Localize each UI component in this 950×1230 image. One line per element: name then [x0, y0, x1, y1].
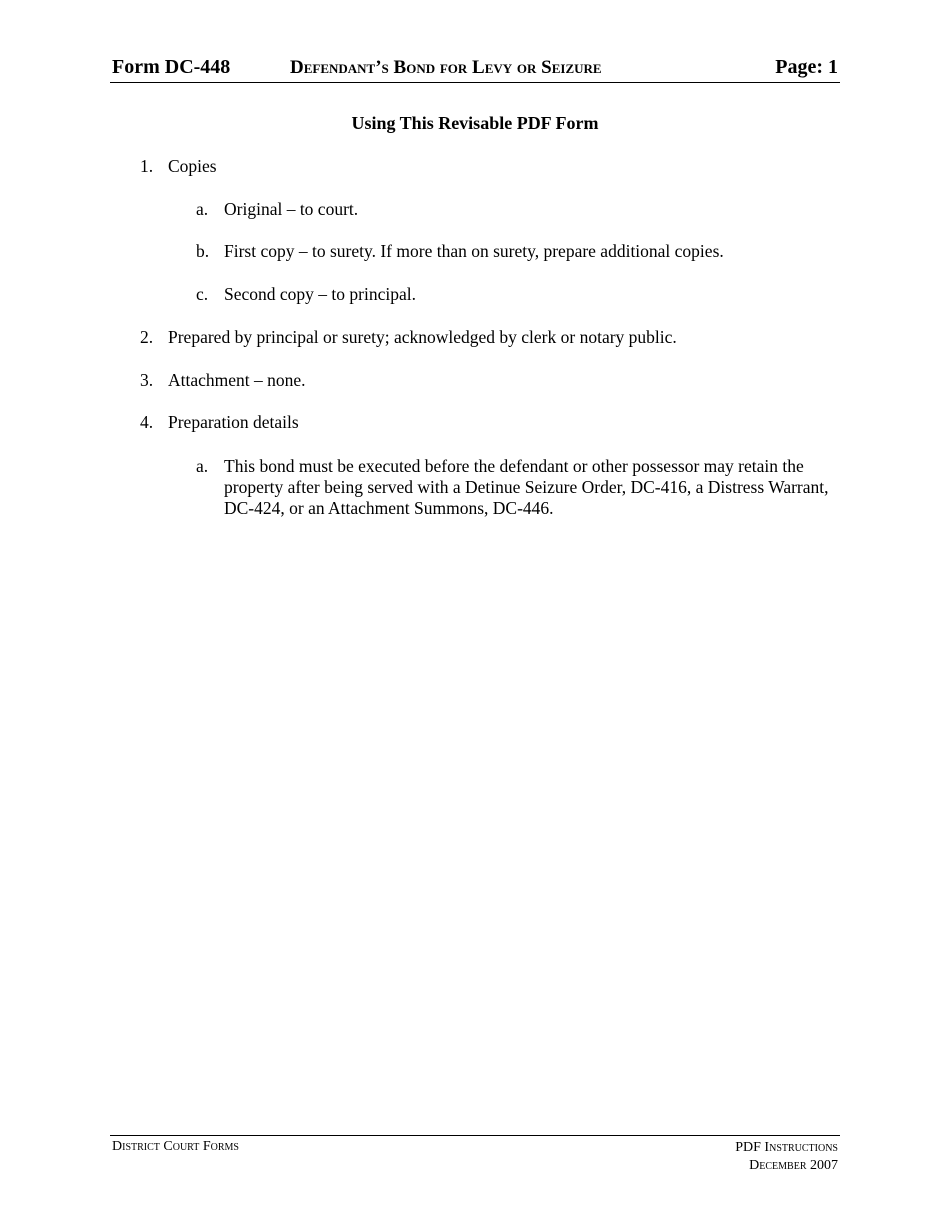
list-item-text: Attachment – none.	[168, 370, 306, 390]
list-item-text: Preparation details	[168, 412, 299, 432]
list-marker: 4.	[140, 412, 154, 432]
list-marker: 3.	[140, 370, 154, 390]
page-footer	[110, 1135, 840, 1173]
list-item-text: First copy – to surety. If more than on surety, prepare additional copies.	[224, 241, 724, 261]
page-header	[110, 56, 840, 83]
list-item-text: Copies	[168, 156, 217, 176]
list-marker: a.	[196, 199, 209, 219]
form-title: Defendant’s Bond for Levy or Seizure	[290, 57, 602, 78]
list-marker: b.	[196, 241, 210, 261]
list-marker: 1.	[140, 156, 154, 176]
list-marker: 2.	[140, 327, 154, 347]
footer-left: District Court Forms	[112, 1139, 239, 1154]
footer-right-line1: PDF Instructions	[735, 1140, 838, 1155]
footer-right-line2: December 2007	[749, 1158, 838, 1173]
page-number: Page: 1	[775, 56, 838, 78]
list-item-text: Original – to court.	[224, 199, 359, 219]
footer-right	[735, 1139, 838, 1175]
form-number: Form DC-448	[112, 56, 231, 78]
list-item-text: Second copy – to principal.	[224, 284, 416, 304]
list-item-text: This bond must be executed before the defendant or other possessor may retain the property after being served with a Detinue Seizure Order, DC-416, a Distress Warrant, DC-424, or an Attachment Summons, DC-446.	[224, 456, 829, 518]
section-title: Using This Revisable PDF Form	[351, 113, 599, 133]
list-marker: a.	[196, 456, 209, 476]
list-item-text: Prepared by principal or surety; acknowledged by clerk or notary public.	[168, 327, 677, 347]
list-marker: c.	[196, 284, 209, 304]
